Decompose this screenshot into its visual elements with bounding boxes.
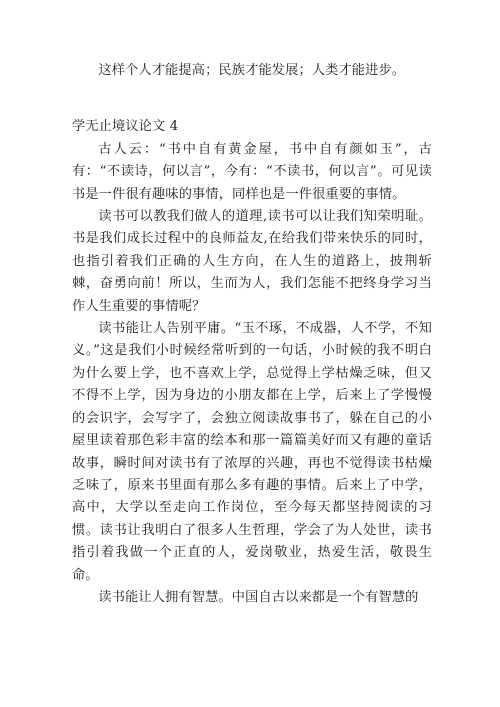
- paragraph-3: 读书能让人告别平庸。“玉不琢，不成器，人不学，不知义。”这是我们小时候经常听到的一句话，小时候的我不明白为什么要上学，也不喜欢上学，总觉得上学枯燥乏味，但又不得不上学，因为身边的小朋友都在上学，后来上了学慢慢的会识字，会写字了，会独立阅读故事书了，躲在自己的小屋里读着那色彩丰富的绘本和那一篇篇美好而又有趣的童话故事，瞬时间对读书有了浓厚的兴趣，再也不觉得读书枯燥乏味了，原来书里面有那么多有趣的事情。后来上了中学，高中，大学以至走向工作岗位，至今每天都坚持阅读的习惯。读书让我明白了很多人生哲理，学会了为人处世，读书指引着我做一个正直的人，爱岗敬业，热爱生活，敬畏生命。: [72, 321, 432, 583]
- document-body: [72, 60, 432, 609]
- section-title: 学无止境议论文 4: [72, 119, 179, 135]
- paragraph-4: 读书能让人拥有智慧。中国自古以来都是一个有智慧的: [98, 589, 419, 605]
- paragraph-1: 古人云：“书中自有黄金屋，书中自有颜如玉”，古有：“不读诗，何以言”，今有：“不读书，何以言”。可见读书是一件很有趣味的事情，同样也是一件很重要的事情。: [72, 141, 432, 202]
- intro-paragraph: 这样个人才能提高；民族才能发展；人类才能进步。: [98, 63, 406, 78]
- paragraph-2: 读书可以教我们做人的道理,读书可以让我们知荣明耻。书是我们成长过程中的良师益友,在给我们带来快乐的同时，也指引着我们正确的人生方向，在人生的道路上，披荆斩棘，奋勇向前！所以，生而为人，我们怎能不把终身学习当作人生重要的事情呢？: [72, 209, 432, 314]
